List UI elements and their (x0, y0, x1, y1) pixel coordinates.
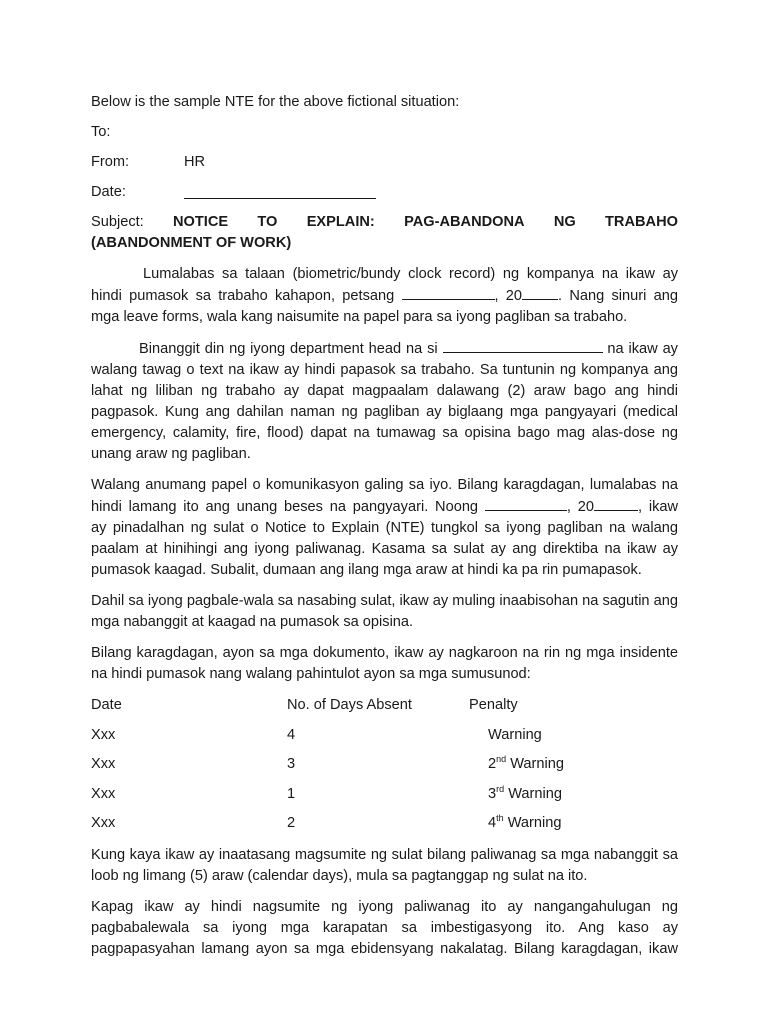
row-date: Xxx (91, 785, 116, 802)
paragraph-7: Kapag ikaw ay hindi nagsumite ng iyong paliwanag ito ay nangangahulugan ng pagbabalewala sa iyong mga karapatan sa imbestigasyong ito. Ang kaso ay pagpapasyahan lamang ayon sa mga ebidensyang nakalatag. Bilang karagdagan, ikaw (91, 898, 678, 957)
ordinal-suffix: rd (496, 783, 505, 794)
row-date: Xxx (91, 815, 116, 832)
penalty-ordinal: 3 (488, 785, 497, 802)
row-days: 1 (287, 785, 296, 802)
date-field (91, 182, 678, 203)
penalty-ordinal: 4 (488, 815, 497, 832)
subject-label: Subject: (91, 214, 144, 230)
subject-word: EXPLAIN: (306, 214, 375, 230)
year-blank-2 (594, 496, 638, 511)
p3-line-1: Walang anumang papel o komunikasyon galing sa iyo. Bilang karagdagan, lumalabas na (91, 477, 678, 493)
p1-text: , 20 (494, 288, 523, 304)
subject-word: NOTICE (173, 214, 229, 230)
department-head-blank (443, 338, 603, 353)
from-field (91, 152, 678, 173)
penalty-label: Warning (504, 785, 562, 802)
paragraph-1 (91, 264, 678, 328)
p2-line-1 (91, 338, 678, 360)
penalty-label: Warning (488, 726, 542, 743)
p3-text: hindi lamang ito ang unang beses na pangyayari. Noong (91, 499, 479, 515)
p2-text: Binanggit din ng iyong department head na si (139, 341, 438, 357)
p1-text: . Nang sinuri ang (558, 288, 678, 304)
row-date: Xxx (91, 756, 116, 773)
penalty-label: Warning (503, 815, 562, 832)
row-penalty (469, 809, 564, 839)
date-label: Date: (91, 184, 126, 200)
subject-word: PAG-ABANDONA (404, 214, 525, 230)
p3-line-2 (91, 496, 678, 518)
p3-text: , 20 (566, 499, 594, 515)
subject-line-2: (ABANDONMENT OF WORK) (91, 235, 292, 251)
subject-block (91, 212, 678, 254)
subject-word: TRABAHO (605, 214, 678, 230)
noong-blank (485, 496, 567, 511)
table-row (91, 721, 564, 751)
table-header-row (91, 691, 564, 721)
header-penalty: Penalty (469, 697, 518, 714)
penalty-ordinal: 2 (488, 756, 497, 773)
paragraph-2 (91, 338, 678, 465)
from-value: HR (184, 154, 206, 170)
row-days: 4 (287, 726, 296, 743)
to-label: To: (91, 124, 111, 140)
row-days: 2 (287, 815, 296, 832)
p1-line-1: Lumalabas sa talaan (biometric/bundy clock record) ng kompanya na ikaw ay (143, 266, 678, 282)
penalty-label: Warning (506, 756, 564, 773)
header-days-absent: No. of Days Absent (287, 697, 412, 714)
p1-line-2 (91, 285, 678, 307)
row-days: 3 (287, 756, 296, 773)
row-penalty (469, 780, 564, 810)
paragraph-4: Dahil sa iyong pagbale-wala sa nasabing sulat, ikaw ay muling inaabisohan na sagutin ang mga nabanggit at kaagad na pumasok sa opisina. (91, 593, 678, 630)
table-row (91, 750, 564, 780)
document-body (91, 92, 678, 960)
paragraph-3 (91, 475, 678, 581)
row-penalty (469, 750, 564, 780)
p3-rest: ay pinadalhan ng sulat o Notice to Explain (NTE) tungkol sa iyong pagliban na walang paalam at hinihingi ang iyong paliwanag. Kasama sa sulat ay ang direktiba na ikaw ay pumasok kaagad. Subalit, dumaan ang ilang mga araw at hindi ka pa rin pumapasok. (91, 520, 678, 578)
paragraph-6: Kung kaya ikaw ay inaatasang magsumite ng sulat bilang paliwanag sa mga nabanggit sa loob ng limang (5) araw (calendar days), mula sa pagtanggap ng sulat na ito. (91, 846, 678, 884)
table-row (91, 809, 564, 839)
date-blank-line (184, 182, 376, 199)
to-field (91, 122, 678, 143)
p1-text: hindi pumasok sa trabaho kahapon, petsang (91, 288, 395, 304)
penalty-table (91, 691, 564, 839)
row-penalty (469, 721, 564, 751)
from-label: From: (91, 154, 130, 170)
ordinal-suffix: th (496, 813, 504, 824)
subject-word: TO (257, 214, 278, 230)
paragraph-5: Bilang karagdagan, ayon sa mga dokumento, ikaw ay nagkaroon na rin ng mga insidente na hindi pumasok nang walang pahintulot ayon sa mga sumusunod: (91, 645, 678, 682)
year-blank (522, 285, 558, 300)
p3-text: , ikaw (637, 499, 679, 515)
row-date: Xxx (91, 726, 116, 743)
header-date: Date (91, 697, 122, 714)
p2-text: na ikaw ay (607, 341, 678, 357)
p2-rest: walang tawag o text na ikaw ay hindi papasok sa trabaho. Sa tuntunin ng kompanya ang lahat ng liliban ng trabaho ay dapat magpaalam dalawang (2) araw bago ang hindi pagpasok. Kung ang dahilan naman ng pagliban ay biglaang mga pangyayari (medical emergency, calamity, fire, flood) dapat na tumawag sa opisina bago mag alas-dose ng unang araw ng pagliban. (91, 362, 678, 462)
subject-word: NG (553, 214, 576, 230)
intro-text: Below is the sample NTE for the above fictional situation: (91, 94, 460, 110)
table-row (91, 780, 564, 810)
petsang-blank (402, 285, 495, 300)
ordinal-suffix: nd (496, 754, 507, 765)
subject-line-1 (91, 212, 678, 233)
p1-line-3: mga leave forms, wala kang naisumite na papel para sa iyong pagliban sa trabaho. (91, 309, 628, 325)
